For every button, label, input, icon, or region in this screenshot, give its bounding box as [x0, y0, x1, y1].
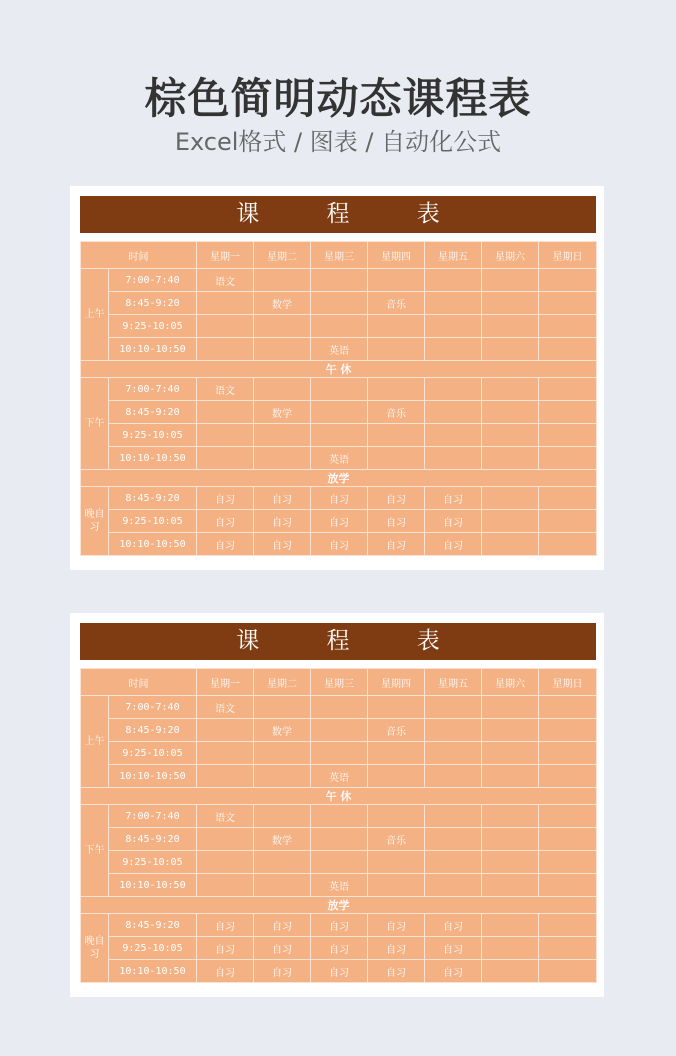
class-cell: 自习 — [368, 914, 425, 937]
class-cell — [311, 805, 368, 828]
class-cell — [254, 338, 311, 361]
class-cell: 自习 — [311, 510, 368, 533]
time-cell: 10:10-10:50 — [109, 874, 197, 897]
class-cell — [368, 338, 425, 361]
class-cell: 自习 — [197, 510, 254, 533]
class-cell — [197, 338, 254, 361]
time-cell: 9:25-10:05 — [109, 742, 197, 765]
class-cell: 自习 — [368, 533, 425, 556]
class-cell — [539, 914, 597, 937]
class-cell: 自习 — [254, 960, 311, 983]
day-header: 星期日 — [539, 242, 597, 269]
class-cell — [482, 269, 539, 292]
class-cell — [539, 487, 597, 510]
time-cell: 9:25-10:05 — [109, 851, 197, 874]
class-cell — [482, 533, 539, 556]
class-cell: 自习 — [425, 510, 482, 533]
schedule-card-2 — [70, 613, 604, 997]
evening-label: 晚自习 — [81, 487, 109, 556]
class-cell — [311, 742, 368, 765]
class-cell — [368, 851, 425, 874]
class-cell — [311, 269, 368, 292]
class-cell — [368, 805, 425, 828]
class-cell — [425, 401, 482, 424]
class-cell — [539, 447, 597, 470]
time-cell: 9:25-10:05 — [109, 937, 197, 960]
class-cell: 自习 — [368, 510, 425, 533]
day-header: 星期二 — [254, 669, 311, 696]
class-cell: 自习 — [311, 937, 368, 960]
class-cell — [368, 874, 425, 897]
table-row — [81, 269, 597, 292]
table-row — [81, 533, 597, 556]
class-cell — [197, 765, 254, 788]
morning-label: 上午 — [81, 269, 109, 361]
class-cell — [482, 742, 539, 765]
class-cell — [425, 765, 482, 788]
day-header: 星期四 — [368, 669, 425, 696]
class-cell: 音乐 — [368, 719, 425, 742]
noon-break: 午 休 — [81, 361, 597, 378]
day-header: 星期三 — [311, 669, 368, 696]
class-cell — [425, 874, 482, 897]
class-cell: 自习 — [254, 937, 311, 960]
day-header: 星期六 — [482, 669, 539, 696]
time-cell: 10:10-10:50 — [109, 960, 197, 983]
class-cell — [425, 851, 482, 874]
class-cell: 自习 — [311, 487, 368, 510]
class-cell — [425, 338, 482, 361]
table-row — [81, 719, 597, 742]
class-cell — [368, 696, 425, 719]
class-cell: 自习 — [254, 914, 311, 937]
class-cell — [539, 696, 597, 719]
table-row — [81, 874, 597, 897]
class-cell: 自习 — [197, 914, 254, 937]
class-cell: 自习 — [368, 937, 425, 960]
class-cell: 自习 — [254, 487, 311, 510]
class-cell — [311, 719, 368, 742]
class-cell — [197, 447, 254, 470]
class-cell — [311, 851, 368, 874]
class-cell — [254, 851, 311, 874]
class-cell — [311, 401, 368, 424]
time-cell: 8:45-9:20 — [109, 292, 197, 315]
class-cell: 自习 — [368, 960, 425, 983]
class-cell — [539, 937, 597, 960]
time-cell: 8:45-9:20 — [109, 914, 197, 937]
class-cell — [482, 447, 539, 470]
schedule-banner: 课 程 表 — [80, 196, 596, 233]
class-cell — [539, 269, 597, 292]
class-cell: 数学 — [254, 292, 311, 315]
class-cell — [254, 378, 311, 401]
class-cell — [368, 378, 425, 401]
page-title: 棕色简明动态课程表 — [144, 74, 532, 123]
class-cell: 数学 — [254, 401, 311, 424]
afternoon-label: 下午 — [81, 378, 109, 470]
class-cell — [539, 424, 597, 447]
class-cell — [425, 719, 482, 742]
class-cell: 自习 — [311, 960, 368, 983]
class-cell: 自习 — [368, 487, 425, 510]
class-cell — [539, 874, 597, 897]
page-subtitle: Excel格式 / 图表 / 自动化公式 — [174, 128, 502, 156]
class-cell — [311, 696, 368, 719]
day-header: 星期五 — [425, 242, 482, 269]
class-cell — [482, 914, 539, 937]
table-row — [81, 805, 597, 828]
class-cell: 英语 — [311, 765, 368, 788]
class-cell: 英语 — [311, 447, 368, 470]
time-cell: 10:10-10:50 — [109, 338, 197, 361]
class-cell: 语文 — [197, 696, 254, 719]
class-cell: 英语 — [311, 338, 368, 361]
class-cell: 自习 — [197, 937, 254, 960]
time-cell: 7:00-7:40 — [109, 378, 197, 401]
class-cell — [368, 742, 425, 765]
class-cell — [539, 719, 597, 742]
class-cell — [539, 851, 597, 874]
class-cell: 自习 — [425, 914, 482, 937]
class-cell — [482, 851, 539, 874]
evening-label: 晚自习 — [81, 914, 109, 983]
class-cell — [197, 315, 254, 338]
class-cell — [482, 510, 539, 533]
class-cell — [425, 828, 482, 851]
class-cell — [254, 424, 311, 447]
schedule-banner: 课 程 表 — [80, 623, 596, 660]
class-cell — [539, 805, 597, 828]
time-cell: 8:45-9:20 — [109, 487, 197, 510]
class-cell: 自习 — [425, 487, 482, 510]
class-cell — [368, 269, 425, 292]
class-cell — [425, 696, 482, 719]
class-cell: 自习 — [311, 914, 368, 937]
day-header: 星期五 — [425, 669, 482, 696]
class-cell — [425, 269, 482, 292]
class-cell — [539, 338, 597, 361]
class-cell — [539, 378, 597, 401]
table-row — [81, 378, 597, 401]
table-row — [81, 765, 597, 788]
class-cell: 自习 — [425, 937, 482, 960]
table-row — [81, 447, 597, 470]
class-cell — [197, 292, 254, 315]
time-cell: 7:00-7:40 — [109, 805, 197, 828]
class-cell — [539, 292, 597, 315]
class-cell — [425, 315, 482, 338]
class-cell — [482, 315, 539, 338]
class-cell — [482, 292, 539, 315]
table-row — [81, 828, 597, 851]
time-cell: 7:00-7:40 — [109, 269, 197, 292]
noon-break-row — [81, 361, 597, 378]
noon-break-row — [81, 788, 597, 805]
table-row — [81, 315, 597, 338]
class-cell — [539, 960, 597, 983]
class-cell: 数学 — [254, 828, 311, 851]
schedule-table — [80, 668, 597, 983]
class-cell — [482, 378, 539, 401]
class-cell — [368, 447, 425, 470]
class-cell — [425, 742, 482, 765]
time-cell: 9:25-10:05 — [109, 315, 197, 338]
class-cell — [539, 765, 597, 788]
class-cell — [311, 292, 368, 315]
class-cell — [254, 696, 311, 719]
class-cell — [197, 742, 254, 765]
class-cell: 自习 — [254, 510, 311, 533]
time-cell: 10:10-10:50 — [109, 447, 197, 470]
class-cell — [254, 742, 311, 765]
class-cell — [425, 292, 482, 315]
class-cell — [311, 828, 368, 851]
class-cell — [482, 805, 539, 828]
class-cell — [539, 533, 597, 556]
class-cell — [254, 447, 311, 470]
class-cell — [482, 828, 539, 851]
class-cell: 数学 — [254, 719, 311, 742]
time-cell: 8:45-9:20 — [109, 828, 197, 851]
class-cell — [482, 960, 539, 983]
class-cell — [311, 315, 368, 338]
class-cell: 语文 — [197, 269, 254, 292]
after-school: 放学 — [81, 897, 597, 914]
class-cell — [254, 269, 311, 292]
class-cell — [254, 874, 311, 897]
table-row — [81, 937, 597, 960]
after-school-row — [81, 470, 597, 487]
time-cell: 10:10-10:50 — [109, 533, 197, 556]
morning-label: 上午 — [81, 696, 109, 788]
class-cell — [482, 719, 539, 742]
day-header: 星期三 — [311, 242, 368, 269]
class-cell — [197, 851, 254, 874]
class-cell — [197, 401, 254, 424]
table-row — [81, 914, 597, 937]
class-cell — [482, 487, 539, 510]
class-cell: 音乐 — [368, 828, 425, 851]
schedule-card-1 — [70, 186, 604, 570]
time-cell: 8:45-9:20 — [109, 401, 197, 424]
class-cell — [425, 805, 482, 828]
time-header: 时间 — [81, 669, 197, 696]
class-cell — [482, 338, 539, 361]
class-cell: 语文 — [197, 378, 254, 401]
class-cell — [539, 315, 597, 338]
class-cell — [425, 378, 482, 401]
table-row — [81, 401, 597, 424]
day-header: 星期一 — [197, 669, 254, 696]
table-row — [81, 742, 597, 765]
time-cell: 10:10-10:50 — [109, 765, 197, 788]
class-cell — [254, 805, 311, 828]
class-cell — [539, 510, 597, 533]
day-header: 星期六 — [482, 242, 539, 269]
table-row — [81, 960, 597, 983]
class-cell — [539, 742, 597, 765]
class-cell — [368, 765, 425, 788]
class-cell: 音乐 — [368, 401, 425, 424]
day-header: 星期四 — [368, 242, 425, 269]
class-cell: 自习 — [425, 533, 482, 556]
table-row — [81, 487, 597, 510]
table-row — [81, 292, 597, 315]
afternoon-label: 下午 — [81, 805, 109, 897]
class-cell: 自习 — [197, 960, 254, 983]
class-cell — [482, 765, 539, 788]
class-cell: 自习 — [425, 960, 482, 983]
class-cell — [482, 424, 539, 447]
class-cell — [482, 937, 539, 960]
time-header: 时间 — [81, 242, 197, 269]
class-cell — [254, 765, 311, 788]
class-cell — [539, 828, 597, 851]
class-cell — [197, 719, 254, 742]
class-cell — [425, 447, 482, 470]
class-cell: 自习 — [197, 487, 254, 510]
table-row — [81, 696, 597, 719]
class-cell — [197, 424, 254, 447]
class-cell — [254, 315, 311, 338]
after-school-row — [81, 897, 597, 914]
time-cell: 9:25-10:05 — [109, 424, 197, 447]
class-cell — [368, 424, 425, 447]
day-header: 星期二 — [254, 242, 311, 269]
class-cell — [197, 874, 254, 897]
table-row — [81, 338, 597, 361]
table-row — [81, 424, 597, 447]
class-cell — [482, 696, 539, 719]
class-cell — [311, 378, 368, 401]
class-cell — [197, 828, 254, 851]
schedule-table — [80, 241, 597, 556]
after-school: 放学 — [81, 470, 597, 487]
class-cell — [368, 315, 425, 338]
class-cell — [311, 424, 368, 447]
class-cell: 自习 — [311, 533, 368, 556]
day-header: 星期日 — [539, 669, 597, 696]
table-row — [81, 510, 597, 533]
header-row — [81, 242, 597, 269]
class-cell: 音乐 — [368, 292, 425, 315]
class-cell — [482, 401, 539, 424]
table-row — [81, 851, 597, 874]
class-cell: 英语 — [311, 874, 368, 897]
class-cell — [425, 424, 482, 447]
class-cell: 语文 — [197, 805, 254, 828]
class-cell — [482, 874, 539, 897]
class-cell: 自习 — [197, 533, 254, 556]
time-cell: 7:00-7:40 — [109, 696, 197, 719]
time-cell: 9:25-10:05 — [109, 510, 197, 533]
time-cell: 8:45-9:20 — [109, 719, 197, 742]
day-header: 星期一 — [197, 242, 254, 269]
header-row — [81, 669, 597, 696]
class-cell: 自习 — [254, 533, 311, 556]
class-cell — [539, 401, 597, 424]
noon-break: 午 休 — [81, 788, 597, 805]
